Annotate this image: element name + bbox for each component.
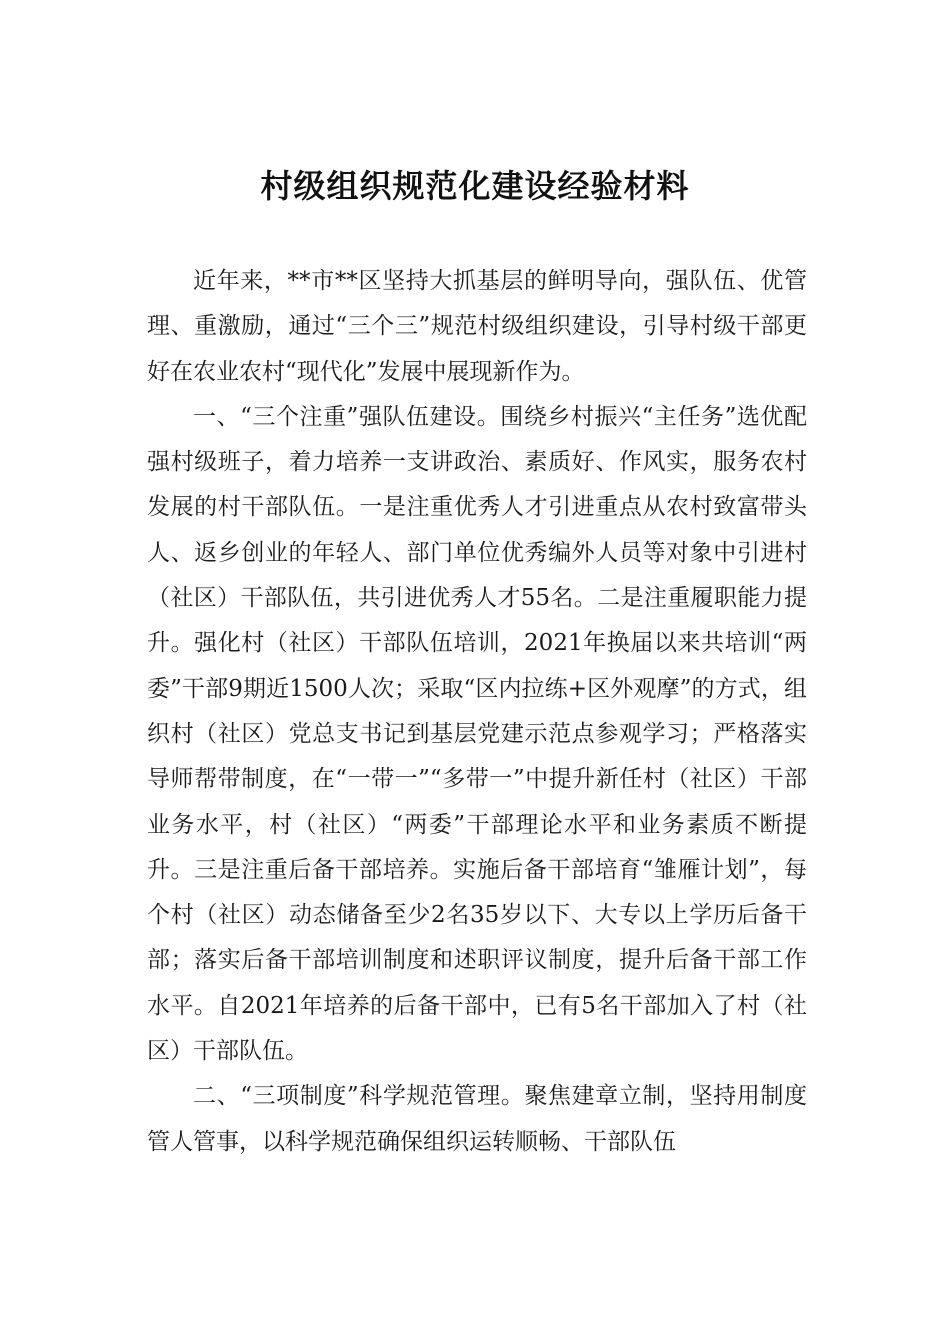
paragraph-section-one: 一、“三个注重”强队伍建设。围绕乡村振兴“主任务”选优配强村级班子，着力培养一支讲政治、素质好、作风实，服务农村发展的村干部队伍。一是注重优秀人才引进重点从农村致富带头人、返乡创业的年轻人、部门单位优秀编外人员等对象中引进村（社区）干部队伍，共引进优秀人才55名。二是注重履职能力提升。强化村（社区）干部队伍培训，2021年换届以来共培训“两委”干部9期近1500人次；采取“区内拉练+区外观摩”的方式，组织村（社区）党总支书记到基层党建示范点参观学习；严格落实导师帮带制度，在“一带一”“多带一”中提升新任村（社区）干部业务水平，村（社区）“两委”干部理论水平和业务素质不断提升。三是注重后备干部培养。实施后备干部培育“雏雁计划”，每个村（社区）动态储备至少2名35岁以下、大专以上学历后备干部；落实后备干部培训制度和述职评议制度，提升后备干部工作水平。自2021年培养的后备干部中，已有5名干部加入了村（社区）干部队伍。: [147, 403, 807, 1065]
paragraph-intro: 近年来，**市**区坚持大抓基层的鲜明导向，强队伍、优管理、重激励，通过“三个三”规范村级组织建设，引导村级干部更好在农业农村“现代化”发展中展现新作为。: [147, 268, 807, 385]
document-title: 村级组织规范化建设经验材料: [260, 167, 690, 205]
paragraph-section-two: 二、“三项制度”科学规范管理。聚焦建章立制，坚持用制度管人管事，以科学规范确保组织运转顺畅、干部队伍: [147, 1083, 807, 1155]
document-body: [147, 259, 807, 1165]
